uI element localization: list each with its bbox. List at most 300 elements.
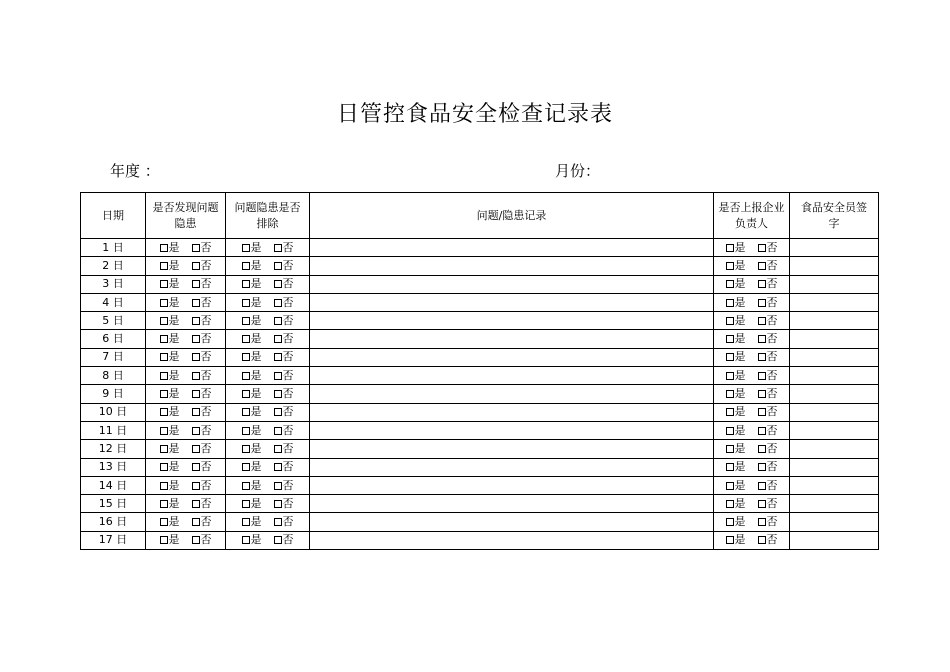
- found-issue-no-option[interactable]: [192, 350, 212, 364]
- reported-yes-option[interactable]: [726, 533, 746, 547]
- signature-cell[interactable]: [790, 531, 879, 549]
- issue-resolved-cell: [226, 385, 310, 403]
- reported-yes-option[interactable]: [726, 515, 746, 529]
- reported-cell: [714, 476, 790, 494]
- found-issue-yes-option[interactable]: [160, 241, 180, 255]
- checkbox-icon[interactable]: [758, 335, 766, 343]
- checkbox-icon[interactable]: [274, 390, 282, 398]
- reported-yes-option[interactable]: [726, 405, 746, 419]
- yes-label: 是: [734, 460, 746, 474]
- issue-resolved-yes-option[interactable]: [242, 241, 262, 255]
- found-issue-yes-option[interactable]: [160, 296, 180, 310]
- reported-yes-option[interactable]: [726, 369, 746, 383]
- checkbox-icon[interactable]: [726, 463, 734, 471]
- yes-label: 是: [168, 496, 180, 510]
- reported-yes-option[interactable]: [726, 332, 746, 346]
- issue-resolved-no-option[interactable]: [274, 314, 294, 328]
- checkbox-icon[interactable]: [160, 500, 168, 508]
- no-label: 否: [282, 423, 294, 437]
- found-issue-yes-option[interactable]: [160, 424, 180, 438]
- checkbox-icon[interactable]: [242, 353, 250, 361]
- checkbox-icon[interactable]: [726, 299, 734, 307]
- reported-cell: [714, 495, 790, 513]
- issue-resolved-no-option[interactable]: [274, 479, 294, 493]
- checkbox-icon[interactable]: [726, 280, 734, 288]
- checkbox-icon[interactable]: [192, 463, 200, 471]
- checkbox-icon[interactable]: [274, 408, 282, 416]
- reported-no-option[interactable]: [758, 332, 778, 346]
- reported-no-option[interactable]: [758, 369, 778, 383]
- reported-no-option[interactable]: [758, 296, 778, 310]
- no-label: 否: [282, 387, 294, 401]
- found-issue-no-option[interactable]: [192, 314, 212, 328]
- checkbox-icon[interactable]: [758, 390, 766, 398]
- table-row: [81, 495, 879, 513]
- checkbox-icon[interactable]: [758, 299, 766, 307]
- issue-resolved-yes-option[interactable]: [242, 533, 262, 547]
- checkbox-icon[interactable]: [192, 299, 200, 307]
- signature-cell[interactable]: [790, 440, 879, 458]
- issue-resolved-yes-option[interactable]: [242, 442, 262, 456]
- checkbox-icon[interactable]: [160, 244, 168, 252]
- issue-resolved-no-option[interactable]: [274, 533, 294, 547]
- checkbox-icon[interactable]: [274, 372, 282, 380]
- checkbox-icon[interactable]: [758, 408, 766, 416]
- checkbox-icon[interactable]: [192, 262, 200, 270]
- checkbox-icon[interactable]: [192, 390, 200, 398]
- no-label: 否: [200, 240, 212, 254]
- day-cell: 4 日: [81, 293, 146, 311]
- checkbox-icon[interactable]: [758, 518, 766, 526]
- checkbox-icon[interactable]: [758, 262, 766, 270]
- reported-yes-option[interactable]: [726, 241, 746, 255]
- no-label: 否: [200, 387, 212, 401]
- issue-resolved-no-option[interactable]: [274, 424, 294, 438]
- reported-no-option[interactable]: [758, 479, 778, 493]
- checkbox-icon[interactable]: [242, 536, 250, 544]
- checkbox-icon[interactable]: [274, 317, 282, 325]
- signature-cell[interactable]: [790, 367, 879, 385]
- checkbox-icon[interactable]: [726, 353, 734, 361]
- signature-cell[interactable]: [790, 312, 879, 330]
- checkbox-icon[interactable]: [726, 500, 734, 508]
- checkbox-icon[interactable]: [758, 500, 766, 508]
- issue-resolved-yes-option[interactable]: [242, 350, 262, 364]
- found-issue-no-option[interactable]: [192, 296, 212, 310]
- checkbox-icon[interactable]: [192, 518, 200, 526]
- found-issue-yes-option[interactable]: [160, 387, 180, 401]
- checkbox-icon[interactable]: [274, 299, 282, 307]
- no-label: 否: [282, 368, 294, 382]
- checkbox-icon[interactable]: [274, 445, 282, 453]
- reported-yes-option[interactable]: [726, 460, 746, 474]
- page-title: 日管控食品安全检查记录表: [336, 102, 613, 127]
- found-issue-yes-option[interactable]: [160, 460, 180, 474]
- signature-cell[interactable]: [790, 476, 879, 494]
- reported-yes-option[interactable]: [726, 387, 746, 401]
- yes-label: 是: [250, 533, 262, 547]
- reported-no-option[interactable]: [758, 515, 778, 529]
- table-row: [81, 513, 879, 531]
- issue-resolved-no-option[interactable]: [274, 296, 294, 310]
- issue-resolved-no-option[interactable]: [274, 332, 294, 346]
- issue-record-cell[interactable]: [310, 495, 714, 513]
- yes-label: 是: [168, 423, 180, 437]
- checkbox-icon[interactable]: [726, 262, 734, 270]
- found-issue-no-option[interactable]: [192, 497, 212, 511]
- no-label: 否: [766, 295, 778, 309]
- issue-record-cell[interactable]: [310, 513, 714, 531]
- issue-resolved-no-option[interactable]: [274, 241, 294, 255]
- checkbox-icon[interactable]: [274, 280, 282, 288]
- reported-no-option[interactable]: [758, 497, 778, 511]
- checkbox-icon[interactable]: [160, 390, 168, 398]
- issue-resolved-cell: [226, 513, 310, 531]
- issue-record-cell[interactable]: [310, 239, 714, 257]
- yes-label: 是: [168, 460, 180, 474]
- issue-record-cell[interactable]: [310, 330, 714, 348]
- found-issue-cell: [146, 348, 226, 366]
- no-label: 否: [200, 423, 212, 437]
- found-issue-cell: [146, 476, 226, 494]
- issue-record-cell[interactable]: [310, 257, 714, 275]
- issue-record-cell[interactable]: [310, 275, 714, 293]
- found-issue-yes-option[interactable]: [160, 533, 180, 547]
- signature-cell[interactable]: [790, 275, 879, 293]
- checkbox-icon[interactable]: [726, 536, 734, 544]
- no-label: 否: [282, 313, 294, 327]
- reported-yes-option[interactable]: [726, 424, 746, 438]
- checkbox-icon[interactable]: [274, 536, 282, 544]
- yes-label: 是: [734, 515, 746, 529]
- checkbox-icon[interactable]: [160, 536, 168, 544]
- yes-label: 是: [734, 496, 746, 510]
- reported-cell: [714, 348, 790, 366]
- checkbox-icon[interactable]: [192, 408, 200, 416]
- issue-resolved-no-option[interactable]: [274, 277, 294, 291]
- checkbox-icon[interactable]: [242, 463, 250, 471]
- signature-cell[interactable]: [790, 385, 879, 403]
- issue-resolved-yes-option[interactable]: [242, 387, 262, 401]
- no-label: 否: [200, 478, 212, 492]
- reported-no-option[interactable]: [758, 350, 778, 364]
- signature-cell[interactable]: [790, 421, 879, 439]
- checkbox-icon[interactable]: [726, 408, 734, 416]
- found-issue-no-option[interactable]: [192, 241, 212, 255]
- reported-no-option[interactable]: [758, 277, 778, 291]
- found-issue-cell: [146, 403, 226, 421]
- checkbox-icon[interactable]: [160, 518, 168, 526]
- checkbox-icon[interactable]: [242, 280, 250, 288]
- signature-cell[interactable]: [790, 239, 879, 257]
- reported-yes-option[interactable]: [726, 350, 746, 364]
- checkbox-icon[interactable]: [726, 317, 734, 325]
- issue-resolved-no-option[interactable]: [274, 460, 294, 474]
- checkbox-icon[interactable]: [242, 244, 250, 252]
- reported-no-option[interactable]: [758, 405, 778, 419]
- issue-record-cell[interactable]: [310, 403, 714, 421]
- checkbox-icon[interactable]: [758, 445, 766, 453]
- signature-cell[interactable]: [790, 495, 879, 513]
- checkbox-icon[interactable]: [160, 427, 168, 435]
- signature-cell[interactable]: [790, 458, 879, 476]
- checkbox-icon[interactable]: [726, 518, 734, 526]
- header-found-issue: 是否发现问题隐患: [146, 193, 226, 239]
- found-issue-yes-option[interactable]: [160, 515, 180, 529]
- issue-resolved-no-option[interactable]: [274, 350, 294, 364]
- found-issue-yes-option[interactable]: [160, 369, 180, 383]
- found-issue-yes-option[interactable]: [160, 405, 180, 419]
- yes-label: 是: [734, 258, 746, 272]
- signature-cell[interactable]: [790, 293, 879, 311]
- reported-no-option[interactable]: [758, 241, 778, 255]
- found-issue-yes-option[interactable]: [160, 277, 180, 291]
- found-issue-yes-option[interactable]: [160, 497, 180, 511]
- issue-resolved-yes-option[interactable]: [242, 497, 262, 511]
- checkbox-icon[interactable]: [192, 445, 200, 453]
- checkbox-icon[interactable]: [160, 372, 168, 380]
- issue-record-cell[interactable]: [310, 458, 714, 476]
- reported-yes-option[interactable]: [726, 259, 746, 273]
- checkbox-icon[interactable]: [160, 299, 168, 307]
- day-cell: 1 日: [81, 239, 146, 257]
- checkbox-icon[interactable]: [242, 427, 250, 435]
- found-issue-no-option[interactable]: [192, 332, 212, 346]
- checkbox-icon[interactable]: [726, 427, 734, 435]
- checkbox-icon[interactable]: [192, 317, 200, 325]
- checkbox-icon[interactable]: [726, 482, 734, 490]
- found-issue-no-option[interactable]: [192, 460, 212, 474]
- issue-resolved-no-option[interactable]: [274, 515, 294, 529]
- issue-resolved-yes-option[interactable]: [242, 405, 262, 419]
- checkbox-icon[interactable]: [242, 372, 250, 380]
- issue-resolved-yes-option[interactable]: [242, 277, 262, 291]
- checkbox-icon[interactable]: [242, 408, 250, 416]
- checkbox-icon[interactable]: [192, 335, 200, 343]
- checkbox-icon[interactable]: [192, 536, 200, 544]
- issue-resolved-no-option[interactable]: [274, 369, 294, 383]
- checkbox-icon[interactable]: [242, 390, 250, 398]
- reported-no-option[interactable]: [758, 259, 778, 273]
- found-issue-no-option[interactable]: [192, 442, 212, 456]
- checkbox-icon[interactable]: [274, 353, 282, 361]
- checkbox-icon[interactable]: [274, 427, 282, 435]
- checkbox-icon[interactable]: [758, 463, 766, 471]
- checkbox-icon[interactable]: [192, 482, 200, 490]
- issue-record-cell[interactable]: [310, 385, 714, 403]
- checkbox-icon[interactable]: [192, 244, 200, 252]
- issue-resolved-yes-option[interactable]: [242, 479, 262, 493]
- signature-cell[interactable]: [790, 257, 879, 275]
- checkbox-icon[interactable]: [726, 445, 734, 453]
- yes-label: 是: [168, 387, 180, 401]
- checkbox-icon[interactable]: [726, 335, 734, 343]
- found-issue-no-option[interactable]: [192, 277, 212, 291]
- no-label: 否: [200, 313, 212, 327]
- table-row: [81, 312, 879, 330]
- found-issue-yes-option[interactable]: [160, 479, 180, 493]
- issue-resolved-yes-option[interactable]: [242, 515, 262, 529]
- checkbox-icon[interactable]: [242, 317, 250, 325]
- checkbox-icon[interactable]: [242, 335, 250, 343]
- found-issue-no-option[interactable]: [192, 533, 212, 547]
- signature-cell[interactable]: [790, 403, 879, 421]
- yes-label: 是: [734, 295, 746, 309]
- checkbox-icon[interactable]: [758, 317, 766, 325]
- day-cell: 11 日: [81, 421, 146, 439]
- issue-resolved-yes-option[interactable]: [242, 460, 262, 474]
- checkbox-icon[interactable]: [160, 445, 168, 453]
- checkbox-icon[interactable]: [242, 482, 250, 490]
- reported-yes-option[interactable]: [726, 497, 746, 511]
- checkbox-icon[interactable]: [160, 408, 168, 416]
- issue-resolved-no-option[interactable]: [274, 405, 294, 419]
- issue-resolved-yes-option[interactable]: [242, 259, 262, 273]
- issue-resolved-no-option[interactable]: [274, 442, 294, 456]
- issue-record-cell[interactable]: [310, 440, 714, 458]
- issue-resolved-yes-option[interactable]: [242, 424, 262, 438]
- table-row: [81, 330, 879, 348]
- checkbox-icon[interactable]: [242, 445, 250, 453]
- found-issue-yes-option[interactable]: [160, 350, 180, 364]
- signature-cell[interactable]: [790, 330, 879, 348]
- yes-label: 是: [250, 387, 262, 401]
- reported-yes-option[interactable]: [726, 296, 746, 310]
- issue-record-cell[interactable]: [310, 367, 714, 385]
- day-cell: 8 日: [81, 367, 146, 385]
- issue-record-cell[interactable]: [310, 476, 714, 494]
- found-issue-yes-option[interactable]: [160, 259, 180, 273]
- checkbox-icon[interactable]: [192, 280, 200, 288]
- issue-resolved-cell: [226, 495, 310, 513]
- reported-no-option[interactable]: [758, 424, 778, 438]
- checkbox-icon[interactable]: [274, 500, 282, 508]
- checkbox-icon[interactable]: [160, 335, 168, 343]
- checkbox-icon[interactable]: [274, 518, 282, 526]
- checkbox-icon[interactable]: [242, 262, 250, 270]
- issue-resolved-yes-option[interactable]: [242, 296, 262, 310]
- issue-record-cell[interactable]: [310, 293, 714, 311]
- yes-label: 是: [168, 441, 180, 455]
- no-label: 否: [282, 295, 294, 309]
- checkbox-icon[interactable]: [758, 244, 766, 252]
- found-issue-cell: [146, 531, 226, 549]
- checkbox-icon[interactable]: [192, 500, 200, 508]
- checkbox-icon[interactable]: [274, 244, 282, 252]
- checkbox-icon[interactable]: [160, 280, 168, 288]
- issue-record-cell[interactable]: [310, 312, 714, 330]
- found-issue-yes-option[interactable]: [160, 442, 180, 456]
- day-cell: 16 日: [81, 513, 146, 531]
- found-issue-no-option[interactable]: [192, 515, 212, 529]
- reported-no-option[interactable]: [758, 314, 778, 328]
- checkbox-icon[interactable]: [242, 299, 250, 307]
- checkbox-icon[interactable]: [758, 536, 766, 544]
- issue-resolved-no-option[interactable]: [274, 497, 294, 511]
- issue-resolved-cell: [226, 275, 310, 293]
- checkbox-icon[interactable]: [160, 482, 168, 490]
- checkbox-icon[interactable]: [160, 262, 168, 270]
- issue-record-cell[interactable]: [310, 348, 714, 366]
- issue-resolved-yes-option[interactable]: [242, 369, 262, 383]
- issue-record-cell[interactable]: [310, 531, 714, 549]
- checkbox-icon[interactable]: [192, 372, 200, 380]
- checkbox-icon[interactable]: [274, 482, 282, 490]
- yes-label: 是: [734, 533, 746, 547]
- reported-yes-option[interactable]: [726, 277, 746, 291]
- found-issue-cell: [146, 421, 226, 439]
- checkbox-icon[interactable]: [242, 518, 250, 526]
- checkbox-icon[interactable]: [274, 335, 282, 343]
- no-label: 否: [200, 295, 212, 309]
- found-issue-no-option[interactable]: [192, 479, 212, 493]
- yes-label: 是: [250, 277, 262, 291]
- found-issue-no-option[interactable]: [192, 369, 212, 383]
- checkbox-icon[interactable]: [758, 427, 766, 435]
- yes-label: 是: [734, 277, 746, 291]
- checkbox-icon[interactable]: [160, 353, 168, 361]
- checkbox-icon[interactable]: [726, 372, 734, 380]
- table-row: [81, 403, 879, 421]
- issue-resolved-no-option[interactable]: [274, 259, 294, 273]
- checkbox-icon[interactable]: [274, 463, 282, 471]
- checkbox-icon[interactable]: [160, 463, 168, 471]
- checkbox-icon[interactable]: [192, 427, 200, 435]
- reported-no-option[interactable]: [758, 460, 778, 474]
- checkbox-icon[interactable]: [726, 244, 734, 252]
- found-issue-no-option[interactable]: [192, 259, 212, 273]
- reported-yes-option[interactable]: [726, 479, 746, 493]
- reported-cell: [714, 385, 790, 403]
- checkbox-icon[interactable]: [160, 317, 168, 325]
- yes-label: 是: [250, 313, 262, 327]
- yes-label: 是: [168, 240, 180, 254]
- issue-resolved-yes-option[interactable]: [242, 332, 262, 346]
- day-cell: 6 日: [81, 330, 146, 348]
- reported-yes-option[interactable]: [726, 442, 746, 456]
- found-issue-no-option[interactable]: [192, 405, 212, 419]
- header-issue-resolved: 问题隐患是否排除: [226, 193, 310, 239]
- reported-no-option[interactable]: [758, 442, 778, 456]
- issue-resolved-yes-option[interactable]: [242, 314, 262, 328]
- found-issue-yes-option[interactable]: [160, 332, 180, 346]
- checkbox-icon[interactable]: [758, 280, 766, 288]
- table-row: [81, 348, 879, 366]
- found-issue-no-option[interactable]: [192, 424, 212, 438]
- checkbox-icon[interactable]: [758, 372, 766, 380]
- reported-no-option[interactable]: [758, 387, 778, 401]
- reported-yes-option[interactable]: [726, 314, 746, 328]
- table-row: [81, 293, 879, 311]
- signature-cell[interactable]: [790, 513, 879, 531]
- signature-cell[interactable]: [790, 348, 879, 366]
- checkbox-icon[interactable]: [242, 500, 250, 508]
- yes-label: 是: [168, 533, 180, 547]
- issue-record-cell[interactable]: [310, 421, 714, 439]
- found-issue-yes-option[interactable]: [160, 314, 180, 328]
- checkbox-icon[interactable]: [758, 482, 766, 490]
- found-issue-no-option[interactable]: [192, 387, 212, 401]
- checkbox-icon[interactable]: [274, 262, 282, 270]
- checkbox-icon[interactable]: [758, 353, 766, 361]
- issue-resolved-no-option[interactable]: [274, 387, 294, 401]
- checkbox-icon[interactable]: [192, 353, 200, 361]
- yes-label: 是: [250, 332, 262, 346]
- yes-label: 是: [250, 460, 262, 474]
- reported-no-option[interactable]: [758, 533, 778, 547]
- table-row: [81, 440, 879, 458]
- checkbox-icon[interactable]: [726, 390, 734, 398]
